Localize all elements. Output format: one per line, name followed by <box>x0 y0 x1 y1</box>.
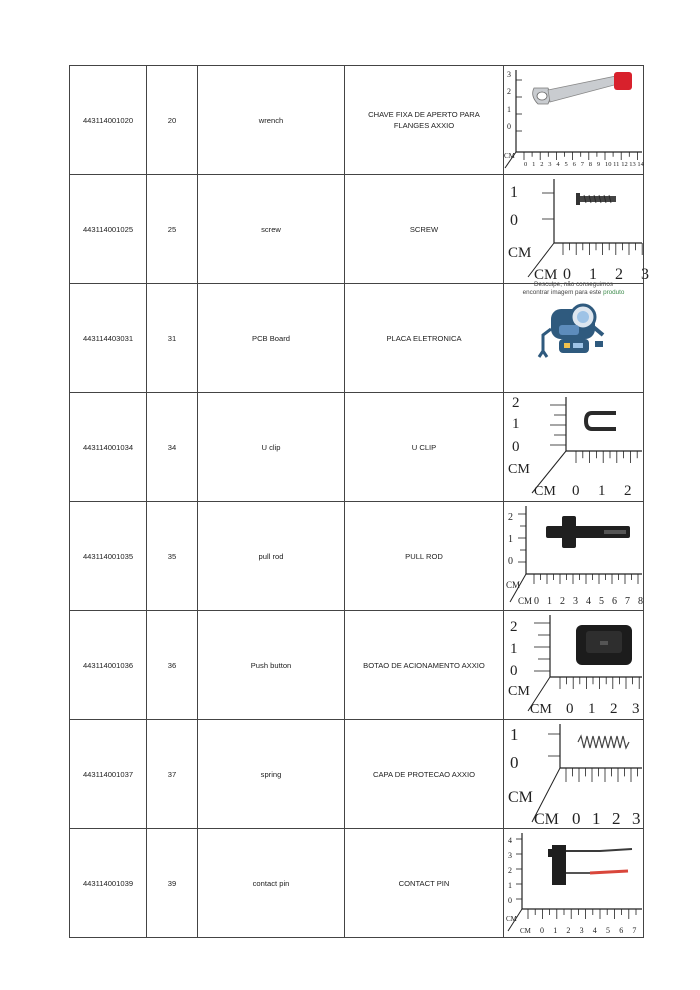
x-tick: 5 <box>606 926 610 935</box>
part-code: 443114001037 <box>70 720 147 829</box>
pull-rod-photo <box>504 502 643 610</box>
x-tick: 14 <box>637 161 644 168</box>
screw-photo <box>504 175 649 283</box>
y-tick: 1 <box>507 105 511 114</box>
no-image-message <box>504 281 643 297</box>
x-tick: 2 <box>615 266 623 283</box>
x-tick: 0 <box>524 161 528 168</box>
cm-label: CM <box>534 267 558 283</box>
y-tick: 1 <box>508 534 513 545</box>
part-description: U CLIP <box>345 393 504 502</box>
part-name: contact pin <box>198 829 345 938</box>
parts-table <box>69 65 649 938</box>
push-button-photo <box>504 611 643 719</box>
x-tick: 0 <box>566 701 574 717</box>
x-tick: 1 <box>553 926 558 935</box>
x-tick: 4 <box>556 161 560 168</box>
cm-label: CM <box>508 462 530 477</box>
robot-placeholder-icon <box>537 301 611 359</box>
x-tick: 2 <box>560 596 565 607</box>
x-tick: 4 <box>586 596 591 607</box>
y-tick: 1 <box>510 641 518 657</box>
part-code: 443114001039 <box>70 829 147 938</box>
cm-label: CM <box>508 789 533 806</box>
x-tick: 1 <box>592 809 601 828</box>
cm-label: CM <box>520 927 531 935</box>
x-tick: 12 <box>621 161 628 168</box>
x-tick: 0 <box>563 266 571 283</box>
y-tick: 2 <box>512 395 520 411</box>
cm-label: CM <box>506 915 517 923</box>
part-name: Push button <box>198 611 345 720</box>
x-tick: 2 <box>624 483 632 499</box>
y-tick: 0 <box>510 753 519 772</box>
part-photo-cell <box>504 393 644 502</box>
x-tick: 2 <box>612 809 621 828</box>
x-tick: 5 <box>564 161 568 168</box>
x-tick: 1 <box>532 161 536 168</box>
part-photo-cell <box>504 611 644 720</box>
y-tick: 3 <box>507 70 511 79</box>
table-row <box>70 66 644 175</box>
y-tick: 1 <box>510 184 518 201</box>
x-tick: 0 <box>572 809 581 828</box>
y-tick: 0 <box>507 122 511 131</box>
part-code: 443114001036 <box>70 611 147 720</box>
position-number: 35 <box>147 502 198 611</box>
part-name: screw <box>198 175 345 284</box>
x-tick: 1 <box>598 483 606 499</box>
part-description: PLACA ELETRONICA <box>345 284 504 393</box>
y-tick: 2 <box>507 87 511 96</box>
cm-label: CM <box>534 811 559 828</box>
x-tick: 3 <box>632 809 641 828</box>
position-number: 39 <box>147 829 198 938</box>
part-description: SCREW <box>345 175 504 284</box>
y-tick: 0 <box>510 663 518 679</box>
table-row <box>70 502 644 611</box>
cm-label: CM <box>534 484 556 499</box>
part-description: CHAVE FIXA DE APERTO PARA FLANGES AXXIO <box>345 66 504 175</box>
x-tick: 3 <box>579 926 584 935</box>
position-number: 20 <box>147 66 198 175</box>
position-number: 37 <box>147 720 198 829</box>
spring-shape <box>578 736 629 748</box>
no-image-line: encontrar imagem para este produto <box>522 289 625 296</box>
x-tick: 2 <box>566 926 571 935</box>
x-tick: 2 <box>610 701 618 717</box>
ruler <box>506 833 642 935</box>
table-row <box>70 611 644 720</box>
x-tick: 3 <box>573 596 578 607</box>
wrench-shape <box>533 72 632 104</box>
x-tick: 1 <box>589 266 597 283</box>
part-code: 443114403031 <box>70 284 147 393</box>
y-tick: 2 <box>510 619 518 635</box>
position-number: 36 <box>147 611 198 720</box>
part-description: PULL ROD <box>345 502 504 611</box>
cm-label: CM <box>506 580 521 590</box>
cm-label: CM <box>530 702 552 717</box>
x-tick: 7 <box>632 926 637 935</box>
part-code: 443114001020 <box>70 66 147 175</box>
wrench-photo <box>504 66 643 174</box>
x-tick: 0 <box>534 596 539 607</box>
part-photo-cell <box>504 281 644 393</box>
cm-label: CM <box>508 245 532 261</box>
product-link: produto <box>603 289 625 296</box>
x-tick: 13 <box>629 161 636 168</box>
x-tick: 3 <box>632 701 640 717</box>
cm-label: CM <box>518 596 533 606</box>
cm-label: CM <box>504 152 515 160</box>
part-code: 443114001034 <box>70 393 147 502</box>
y-tick: 0 <box>508 896 512 905</box>
x-tick: 5 <box>599 596 604 607</box>
x-tick: 7 <box>580 161 584 168</box>
x-tick: 1 <box>588 701 596 717</box>
table-row <box>70 393 644 502</box>
part-name: U clip <box>198 393 345 502</box>
spring-photo <box>504 720 643 828</box>
part-name: PCB Board <box>198 284 345 393</box>
x-tick: 6 <box>572 161 576 168</box>
table-row <box>70 175 644 284</box>
screw-shape <box>576 193 616 205</box>
x-tick: 3 <box>641 266 649 283</box>
u-clip-shape <box>584 411 616 431</box>
part-photo-cell <box>504 720 644 829</box>
y-tick: 1 <box>512 416 520 432</box>
x-tick: 8 <box>638 596 643 607</box>
x-tick: 10 <box>605 161 612 168</box>
push-button-shape <box>576 625 632 665</box>
y-tick: 4 <box>508 836 512 845</box>
position-number: 25 <box>147 175 198 284</box>
part-photo-cell <box>504 175 649 284</box>
table-row <box>70 720 644 829</box>
table-row <box>70 829 644 938</box>
part-name: pull rod <box>198 502 345 611</box>
y-tick: 0 <box>508 556 513 567</box>
y-tick: 3 <box>508 851 512 860</box>
y-tick: 2 <box>508 866 512 875</box>
part-description: BOTAO DE ACIONAMENTO AXXIO <box>345 611 504 720</box>
x-tick: 1 <box>547 596 552 607</box>
x-tick: 6 <box>612 596 617 607</box>
cm-label: CM <box>508 684 530 699</box>
y-tick: 0 <box>510 212 518 229</box>
x-tick: 6 <box>619 926 624 935</box>
part-description: CAPA DE PROTECAO AXXIO <box>345 720 504 829</box>
part-code: 443114001025 <box>70 175 147 284</box>
y-tick: 0 <box>512 439 520 455</box>
x-tick: 7 <box>625 596 630 607</box>
x-tick: 4 <box>592 926 597 935</box>
part-name: wrench <box>198 66 345 175</box>
part-photo-cell <box>504 829 644 938</box>
no-image-line: Desculpe, não conseguimos <box>533 281 614 288</box>
contact-pin-shape <box>548 845 632 885</box>
x-tick: 0 <box>572 483 580 499</box>
y-tick: 1 <box>508 881 512 890</box>
x-tick: 3 <box>548 161 552 168</box>
u-clip-photo <box>504 393 643 501</box>
x-tick: 8 <box>588 161 593 168</box>
position-number: 34 <box>147 393 198 502</box>
y-tick: 2 <box>508 512 513 523</box>
pull-rod-shape <box>546 516 630 548</box>
x-tick: 11 <box>613 161 620 168</box>
y-tick: 1 <box>510 725 519 744</box>
x-tick: 0 <box>540 926 544 935</box>
x-tick: 9 <box>596 161 601 168</box>
table-row <box>70 284 644 393</box>
part-photo-cell <box>504 502 644 611</box>
part-code: 443114001035 <box>70 502 147 611</box>
contact-pin-photo <box>504 829 643 937</box>
x-tick: 2 <box>540 161 544 168</box>
part-name: spring <box>198 720 345 829</box>
part-photo-cell <box>504 66 644 175</box>
part-description: CONTACT PIN <box>345 829 504 938</box>
position-number: 31 <box>147 284 198 393</box>
ruler <box>508 395 642 499</box>
